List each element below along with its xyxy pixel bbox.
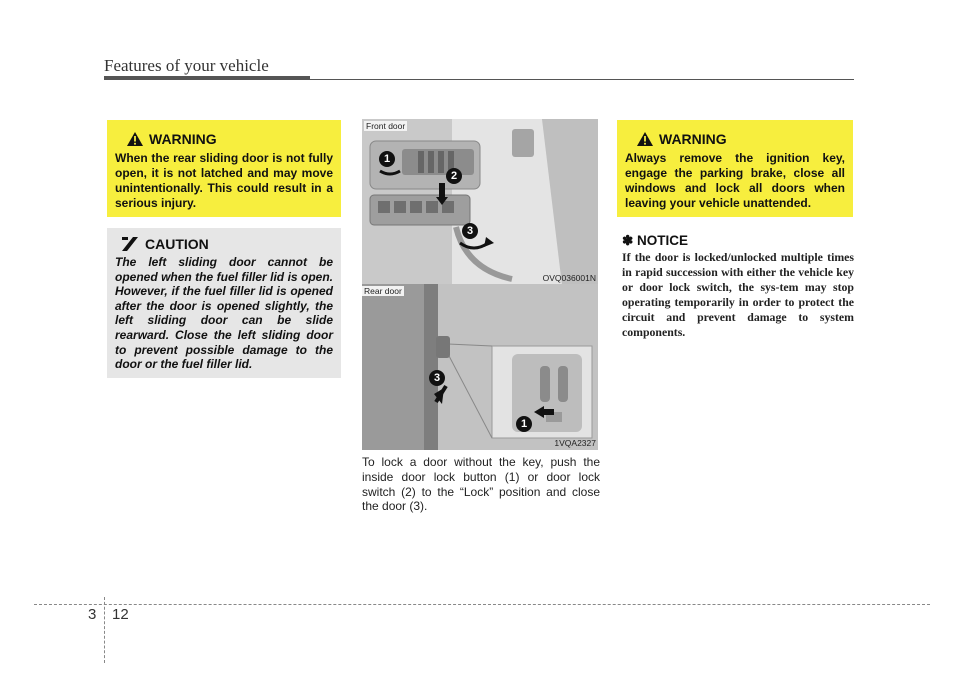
callout-1-rear: 1: [516, 416, 532, 432]
right-warning-header: [625, 131, 845, 147]
rear-door-illustration: [362, 284, 598, 450]
right-warning-text: Always remove the ignition key, engage the parking brake, close all windows and lock all doors when leaving your vehicle unattended.: [625, 151, 845, 210]
notice-title: ✽ NOTICE: [622, 233, 689, 248]
left-warning-text: When the rear sliding door is not fully open, it is not latched and may move unintentionally. This could result in a serious injury.: [115, 151, 333, 210]
callout-2-front: 2: [446, 168, 462, 184]
page-number: 12: [112, 606, 129, 623]
caution-text: The left sliding door cannot be opened when the fuel filler lid is open. However, if the fuel filler lid is opened after the door is opened slightly, the left sliding door can be slide rearward. Close the left sliding door to prevent possible damage to the door or the fuel filler lid.: [115, 255, 333, 372]
caution-box: [107, 228, 341, 378]
front-door-code: OVQ036001N: [542, 273, 596, 283]
page-chapter: 3: [88, 606, 97, 623]
callout-3-rear: 3: [429, 370, 445, 386]
header-rule-thin: [310, 79, 854, 80]
left-warning-header: [115, 131, 333, 147]
caution-title: CAUTION: [145, 236, 209, 252]
rear-door-code: 1VQA2327: [554, 438, 596, 448]
right-warning-box: [617, 120, 853, 217]
front-door-figure: [362, 119, 598, 285]
callout-3-front: 3: [462, 223, 478, 239]
front-door-illustration: [362, 119, 598, 285]
caution-slash-icon: [121, 237, 139, 251]
warning-triangle-icon: [637, 132, 653, 146]
right-warning-title: WARNING: [659, 131, 727, 147]
left-warning-title: WARNING: [149, 131, 217, 147]
footer-divider: [104, 597, 105, 663]
lock-instructions-text: To lock a door without the key, push the inside door lock button (1) or door lock switch (2) to the “Lock” position and close the door (3).: [362, 455, 600, 514]
warning-triangle-icon: [127, 132, 143, 146]
callout-1-front: 1: [379, 151, 395, 167]
caution-header: [115, 236, 333, 252]
notice-text: If the door is locked/unlocked multiple times in rapid succession with either the vehicle key or door lock switch, the sys-tem may stop operating temporarily in order to protect the circuit and prevent damage to system components.: [622, 250, 854, 339]
rear-door-figure: [362, 284, 598, 450]
footer-rule: [34, 604, 930, 605]
section-title: Features of your vehicle: [104, 56, 269, 75]
front-door-label: Front door: [366, 121, 406, 131]
left-warning-box: [107, 120, 341, 217]
rear-door-label: Rear door: [364, 286, 402, 296]
header-rule-thick: [104, 76, 310, 80]
